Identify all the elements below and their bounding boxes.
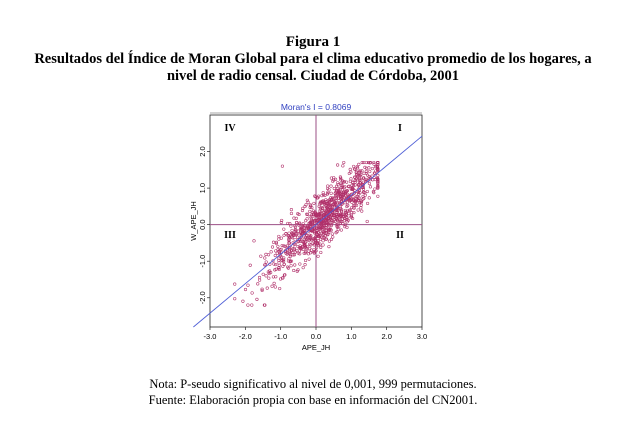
quadrant-label-iii: III: [224, 230, 236, 241]
x-tick-label: 0.0: [310, 332, 322, 341]
y-tick-label: 2.0: [198, 146, 207, 157]
y-tick-label: -2.0: [198, 291, 207, 305]
figure-notes: [0, 376, 626, 408]
x-tick-label: 2.0: [381, 332, 392, 341]
x-axis-label: APE_JH: [301, 343, 331, 352]
quadrant-label-i: I: [398, 123, 402, 134]
x-tick-label: -3.0: [203, 332, 217, 341]
y-axis-label: W_APE_JH: [189, 201, 198, 241]
x-tick-label: 3.0: [416, 332, 428, 341]
figure-label: Figura 1: [285, 34, 341, 50]
quadrant-label-iv: IV: [224, 123, 236, 134]
caption-line-1: Resultados del Índice de Moran Global para el clima educativo promedio de los hogares, a: [34, 51, 592, 67]
quadrant-label-ii: II: [396, 230, 404, 241]
chart-title: Moran's I = 0.8069: [280, 102, 352, 112]
source-text: Fuente: Elaboración propia con base en información del CN2001.: [148, 393, 478, 407]
y-tick-label: 1.0: [198, 182, 207, 194]
y-tick-label: 0.0: [198, 219, 207, 230]
x-tick-label: -1.0: [274, 332, 288, 341]
note-text: Nota: P-seudo significativo al nivel de 0,001, 999 permutaciones.: [149, 377, 477, 391]
y-tick-label: -1.0: [198, 254, 207, 268]
figure-caption: [10, 51, 616, 85]
x-tick-label: -2.0: [238, 332, 252, 341]
moran-scatterplot: [186, 100, 446, 360]
caption-line-2: nivel de radio censal. Ciudad de Córdoba, 2001: [166, 68, 460, 84]
x-tick-label: 1.0: [346, 332, 357, 341]
